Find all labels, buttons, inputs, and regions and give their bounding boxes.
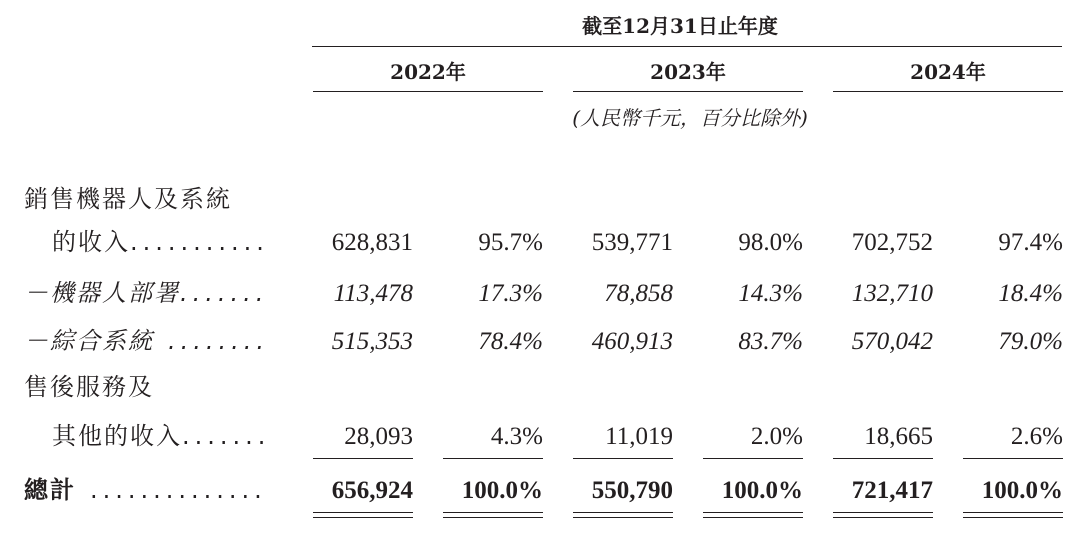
total-double-rule-5a bbox=[833, 512, 933, 513]
subtotal-rule-4 bbox=[703, 458, 803, 459]
cell-total-2022-amount: 656,924 bbox=[331, 477, 413, 504]
cell-integrated-systems-2022-pct: 78.4% bbox=[478, 328, 543, 355]
cell-aftersales-2024-pct: 2.6% bbox=[1010, 423, 1063, 450]
cell-robot-deployment-2024-amount: 132,710 bbox=[851, 280, 933, 307]
cell-robot-systems-2022-pct: 95.7% bbox=[478, 229, 543, 256]
row-aftersales-label-line1: 售後服務及 bbox=[24, 373, 154, 401]
cell-robot-deployment-2023-pct: 14.3% bbox=[738, 280, 803, 307]
total-double-rule-4a bbox=[703, 512, 803, 513]
total-double-rule-6a bbox=[963, 512, 1063, 513]
cell-integrated-systems-2024-pct: 79.0% bbox=[998, 328, 1063, 355]
period-title: 截至12月31日止年度 bbox=[582, 14, 778, 38]
cell-integrated-systems-2023-amount: 460,913 bbox=[591, 328, 673, 355]
cell-aftersales-2022-amount: 28,093 bbox=[344, 423, 413, 450]
cell-total-2023-amount: 550,790 bbox=[591, 477, 673, 504]
total-double-rule-2b bbox=[443, 517, 543, 518]
cell-integrated-systems-2022-amount: 515,353 bbox=[331, 328, 413, 355]
year-2024-header: 2024年 bbox=[910, 60, 986, 84]
cell-aftersales-2024-amount: 18,665 bbox=[864, 423, 933, 450]
subtotal-rule-1 bbox=[313, 458, 413, 459]
row-robot-systems-label-line1: 銷售機器人及系統 bbox=[24, 185, 232, 213]
cell-robot-systems-2023-amount: 539,771 bbox=[591, 229, 673, 256]
cell-total-2024-pct: 100.0% bbox=[981, 477, 1063, 504]
total-double-rule-2a bbox=[443, 512, 543, 513]
total-double-rule-4b bbox=[703, 517, 803, 518]
row-integrated-systems-label: －綜合系統 ........ bbox=[24, 327, 270, 355]
cell-total-2024-amount: 721,417 bbox=[851, 477, 933, 504]
cell-robot-deployment-2022-amount: 113,478 bbox=[333, 280, 413, 307]
cell-aftersales-2023-pct: 2.0% bbox=[750, 423, 803, 450]
year-2023-rule bbox=[573, 91, 803, 92]
row-total-label: 總計 .............. bbox=[24, 476, 267, 504]
subtotal-rule-2 bbox=[443, 458, 543, 459]
year-2022-header: 2022年 bbox=[390, 60, 466, 84]
total-double-rule-3a bbox=[573, 512, 673, 513]
year-2022-rule bbox=[313, 91, 543, 92]
cell-total-2023-pct: 100.0% bbox=[721, 477, 803, 504]
row-robot-systems-label-line2: 的收入........... bbox=[52, 228, 269, 256]
row-aftersales-label-line2: 其他的收入....... bbox=[52, 422, 271, 450]
total-double-rule-5b bbox=[833, 517, 933, 518]
cell-integrated-systems-2024-amount: 570,042 bbox=[851, 328, 933, 355]
cell-aftersales-2023-amount: 11,019 bbox=[605, 423, 673, 450]
cell-robot-systems-2022-amount: 628,831 bbox=[331, 229, 413, 256]
total-double-rule-3b bbox=[573, 517, 673, 518]
cell-robot-deployment-2022-pct: 17.3% bbox=[478, 280, 543, 307]
year-2024-rule bbox=[833, 91, 1063, 92]
unit-note: (人民幣千元，百分比除外) bbox=[572, 106, 808, 130]
cell-total-2022-pct: 100.0% bbox=[461, 477, 543, 504]
total-double-rule-1b bbox=[313, 517, 413, 518]
subtotal-rule-3 bbox=[573, 458, 673, 459]
cell-robot-deployment-2024-pct: 18.4% bbox=[998, 280, 1063, 307]
row-robot-deployment-label: －機器人部署....... bbox=[24, 279, 269, 307]
year-2023-header: 2023年 bbox=[650, 60, 726, 84]
cell-integrated-systems-2023-pct: 83.7% bbox=[738, 328, 803, 355]
subtotal-rule-6 bbox=[963, 458, 1063, 459]
subtotal-rule-5 bbox=[833, 458, 933, 459]
cell-robot-systems-2024-pct: 97.4% bbox=[998, 229, 1063, 256]
cell-aftersales-2022-pct: 4.3% bbox=[490, 423, 543, 450]
cell-robot-systems-2023-pct: 98.0% bbox=[738, 229, 803, 256]
header-rule bbox=[312, 46, 1062, 47]
total-double-rule-1a bbox=[313, 512, 413, 513]
cell-robot-deployment-2023-amount: 78,858 bbox=[604, 280, 673, 307]
total-double-rule-6b bbox=[963, 517, 1063, 518]
cell-robot-systems-2024-amount: 702,752 bbox=[851, 229, 933, 256]
